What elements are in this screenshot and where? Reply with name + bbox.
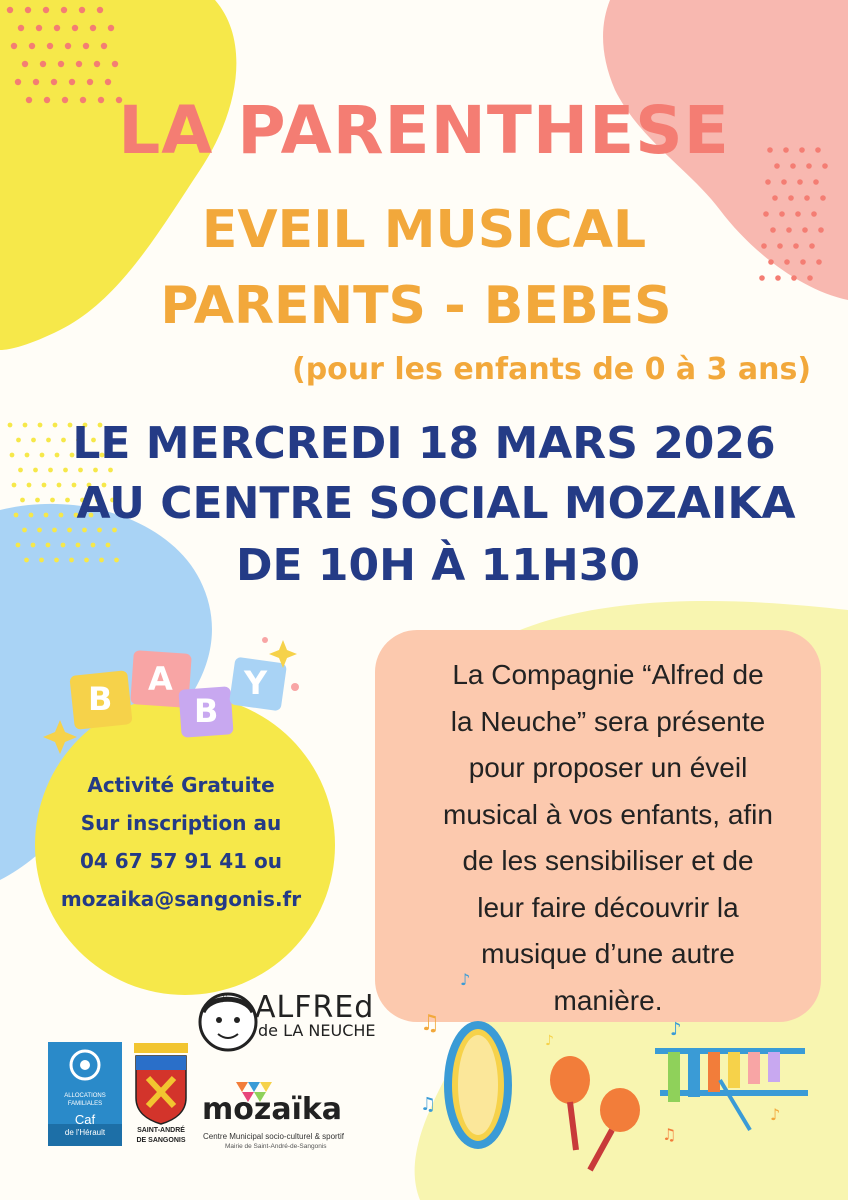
contact-email[interactable]: mozaika@sangonis.fr bbox=[60, 887, 302, 911]
decor-dot bbox=[29, 43, 35, 49]
baby-block-letter: Y bbox=[244, 664, 268, 702]
mozaika-logo-tagline2: Mairie de Saint-André-de-Sangonis bbox=[225, 1143, 327, 1150]
saint-andre-label-line1: SAINT-ANDRÉ bbox=[137, 1127, 185, 1134]
subtitle-parents-bebes: PARENTS - BEBES bbox=[160, 276, 672, 336]
decor-dot bbox=[105, 79, 111, 85]
description-line: la Neuche” sera présente bbox=[450, 705, 766, 737]
caf-logo-line2: FAMILIALES bbox=[67, 1101, 103, 1107]
decor-dot bbox=[54, 25, 60, 31]
svg-text:♪: ♪ bbox=[670, 1019, 682, 1040]
event-date: LE MERCREDI 18 MARS 2026 bbox=[72, 418, 776, 469]
decor-dot bbox=[72, 25, 78, 31]
decor-dot bbox=[797, 179, 803, 185]
saint-andre-label-line2: DE SANGONIS bbox=[136, 1137, 186, 1144]
description-line: musique d’une autre bbox=[481, 938, 735, 969]
saint-andre-shield bbox=[134, 1043, 188, 1124]
alfred-logo bbox=[255, 990, 376, 1040]
decor-dot bbox=[25, 7, 31, 13]
alfred-logo-icon bbox=[200, 991, 256, 1050]
description-line: leur faire découvrir la bbox=[477, 891, 739, 923]
description-line: musical à vos enfants, afin bbox=[443, 798, 773, 830]
decor-dot bbox=[112, 61, 118, 67]
decor-dot bbox=[108, 25, 114, 31]
description-line: de les sensibiliser et de bbox=[462, 845, 754, 876]
decor-dot bbox=[768, 259, 774, 265]
baby-block-letter: B bbox=[88, 680, 113, 718]
decor-dot bbox=[15, 79, 21, 85]
decor-dot bbox=[94, 61, 100, 67]
decor-dot bbox=[47, 43, 53, 49]
decor-dot bbox=[76, 61, 82, 67]
description-line: La Compagnie “Alfred de bbox=[452, 659, 764, 690]
svg-text:♪: ♪ bbox=[220, 991, 228, 1005]
decor-dot bbox=[51, 79, 57, 85]
caf-logo-region: de l'Hérault bbox=[64, 1128, 106, 1137]
decor-dot bbox=[816, 259, 822, 265]
svg-text:♫: ♫ bbox=[662, 1125, 677, 1144]
registration-label: Sur inscription au bbox=[80, 811, 282, 835]
decor-dot bbox=[7, 7, 13, 13]
decor-dot bbox=[69, 79, 75, 85]
decor-dot bbox=[87, 79, 93, 85]
alfred-logo-name: ALFREd bbox=[255, 990, 375, 1025]
decor-dot bbox=[813, 179, 819, 185]
registration-info bbox=[40, 766, 322, 918]
decor-dot bbox=[65, 43, 71, 49]
decor-dot bbox=[22, 61, 28, 67]
poster-title: LA PARENTHESE bbox=[118, 92, 730, 169]
decor-dot bbox=[36, 25, 42, 31]
decor-dot bbox=[40, 61, 46, 67]
decor-dot bbox=[33, 79, 39, 85]
decor-dot bbox=[90, 25, 96, 31]
event-place: AU CENTRE SOCIAL MOZAIKA bbox=[76, 478, 796, 529]
svg-text:♫: ♫ bbox=[420, 1094, 437, 1115]
decor-dot bbox=[784, 259, 790, 265]
decor-dot bbox=[43, 7, 49, 13]
description-line: manière. bbox=[553, 984, 663, 1016]
decor-dot bbox=[58, 61, 64, 67]
decor-dot bbox=[83, 43, 89, 49]
decor-dot bbox=[61, 7, 67, 13]
svg-text:♪: ♪ bbox=[770, 1105, 781, 1124]
description-line: pour proposer un éveil bbox=[468, 752, 748, 783]
mozaika-logo-tagline: Centre Municipal socio-culturel & sportif bbox=[203, 1132, 344, 1141]
decor-dot bbox=[781, 179, 787, 185]
age-note: (pour les enfants de 0 à 3 ans) bbox=[292, 352, 812, 387]
baby-block-letter: A bbox=[148, 660, 173, 698]
alfred-logo-subtitle: de LA NEUCHE bbox=[258, 1021, 376, 1040]
event-time: DE 10H À 11H30 bbox=[236, 540, 640, 591]
free-activity-label: Activité Gratuite bbox=[87, 773, 275, 797]
phone-number: 04 67 57 91 41 ou bbox=[80, 849, 282, 873]
decor-dot bbox=[18, 25, 24, 31]
caf-logo-line1: ALLOCATIONS bbox=[64, 1093, 106, 1099]
subtitle-eveil-musical: EVEIL MUSICAL bbox=[201, 200, 647, 260]
svg-text:♫: ♫ bbox=[420, 1011, 440, 1036]
decor-dot bbox=[101, 43, 107, 49]
svg-text:♪: ♪ bbox=[460, 970, 471, 989]
decor-dot bbox=[79, 7, 85, 13]
svg-text:♪: ♪ bbox=[545, 1033, 554, 1049]
decor-dot bbox=[765, 179, 771, 185]
caf-logo-name: Caf bbox=[74, 1112, 96, 1127]
mozaika-logo-name: mozaïka bbox=[202, 1092, 343, 1127]
decor-dot bbox=[11, 43, 17, 49]
decor-dot bbox=[97, 7, 103, 13]
description-box bbox=[382, 652, 834, 1024]
decor-dot bbox=[800, 259, 806, 265]
baby-block-letter: B bbox=[194, 692, 219, 730]
